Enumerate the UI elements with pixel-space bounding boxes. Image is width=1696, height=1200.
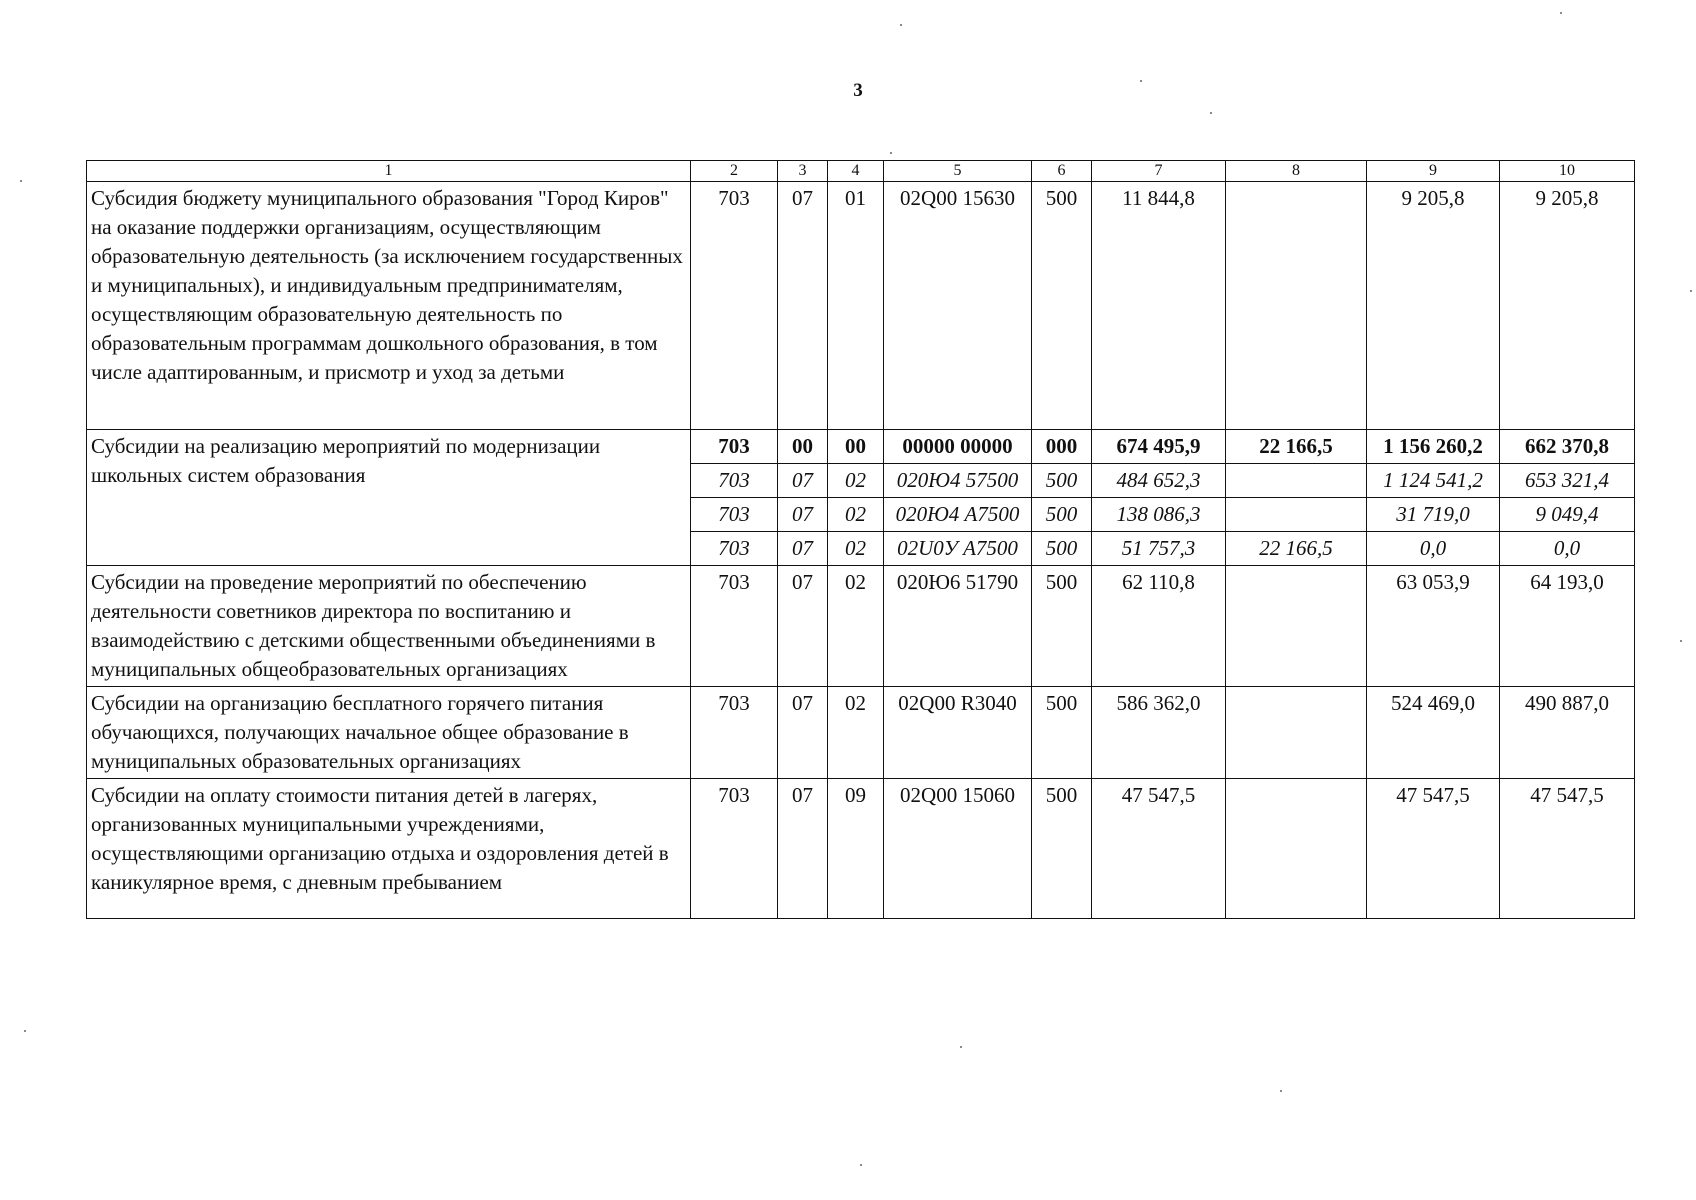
table-cell: 07 <box>778 464 828 498</box>
scan-speck <box>1560 12 1562 14</box>
table-cell: 703 <box>691 687 778 779</box>
column-header: 9 <box>1367 161 1500 182</box>
scan-speck <box>1140 80 1142 82</box>
table-cell: 500 <box>1032 566 1092 687</box>
table-cell: 01 <box>828 182 884 430</box>
table-cell: 02 <box>828 687 884 779</box>
table-cell: 1 156 260,2 <box>1367 430 1500 464</box>
table-cell: 500 <box>1032 687 1092 779</box>
table-cell <box>1226 687 1367 779</box>
scan-speck <box>960 1046 962 1048</box>
table-cell: 500 <box>1032 464 1092 498</box>
table-cell: 500 <box>1032 779 1092 919</box>
table-cell: 07 <box>778 779 828 919</box>
table-cell: 02Q00 R3040 <box>884 687 1032 779</box>
table-cell: 47 547,5 <box>1500 779 1635 919</box>
table-cell: 500 <box>1032 182 1092 430</box>
scan-speck <box>890 152 892 154</box>
table-cell: 09 <box>828 779 884 919</box>
table-cell: 703 <box>691 779 778 919</box>
table-cell: 020Ю4 57500 <box>884 464 1032 498</box>
column-header: 4 <box>828 161 884 182</box>
table-cell: 02 <box>828 498 884 532</box>
table-cell: 020Ю4 А7500 <box>884 498 1032 532</box>
table-cell: 703 <box>691 532 778 566</box>
page-number: 3 <box>853 80 863 101</box>
table-cell: 9 049,4 <box>1500 498 1635 532</box>
table-cell: 02 <box>828 464 884 498</box>
table-cell: 0,0 <box>1367 532 1500 566</box>
column-header: 3 <box>778 161 828 182</box>
table-cell: 51 757,3 <box>1092 532 1226 566</box>
table-cell: 703 <box>691 430 778 464</box>
table-cell: 000 <box>1032 430 1092 464</box>
table-cell: 02Q00 15630 <box>884 182 1032 430</box>
table-cell: 662 370,8 <box>1500 430 1635 464</box>
table-cell: 0,0 <box>1500 532 1635 566</box>
scan-speck <box>1690 290 1692 292</box>
row-description: Субсидии на организацию бесплатного горячего питания обучающихся, получающих начальное общее образование в муниципальных образовательных организациях <box>87 687 691 779</box>
scan-speck <box>1210 112 1212 114</box>
table-cell: 703 <box>691 498 778 532</box>
scan-speck <box>24 1030 26 1032</box>
table-cell: 64 193,0 <box>1500 566 1635 687</box>
table-cell: 484 652,3 <box>1092 464 1226 498</box>
table-cell: 00 <box>778 430 828 464</box>
table-cell: 674 495,9 <box>1092 430 1226 464</box>
column-number-row <box>87 161 1635 182</box>
row-description: Субсидии на оплату стоимости питания детей в лагерях, организованных муниципальными учреждениями, осуществляющими организацию отдыха и оздоровления детей в каникулярное время, с дневным пребыванием <box>87 779 691 919</box>
column-header: 1 <box>87 161 691 182</box>
table-cell: 00 <box>828 430 884 464</box>
table-cell: 11 844,8 <box>1092 182 1226 430</box>
table-cell: 524 469,0 <box>1367 687 1500 779</box>
table-cell: 653 321,4 <box>1500 464 1635 498</box>
scan-speck <box>900 24 902 26</box>
table-cell: 703 <box>691 464 778 498</box>
budget-table <box>86 160 1635 919</box>
table-cell: 500 <box>1032 498 1092 532</box>
table-cell: 02 <box>828 532 884 566</box>
table-cell: 63 053,9 <box>1367 566 1500 687</box>
table-cell: 31 719,0 <box>1367 498 1500 532</box>
table-cell <box>1226 498 1367 532</box>
scan-speck <box>1680 640 1682 642</box>
table-cell: 9 205,8 <box>1367 182 1500 430</box>
row-description: Субсидии на проведение мероприятий по обеспечению деятельности советников директора по воспитанию и взаимодействию с детскими общественными объединениями в муниципальных общеобразовательных организациях <box>87 566 691 687</box>
table-row <box>87 182 1635 430</box>
column-header: 8 <box>1226 161 1367 182</box>
table-cell: 07 <box>778 566 828 687</box>
table-cell: 22 166,5 <box>1226 430 1367 464</box>
table-cell <box>1226 464 1367 498</box>
table-cell: 22 166,5 <box>1226 532 1367 566</box>
table-cell: 62 110,8 <box>1092 566 1226 687</box>
column-header: 5 <box>884 161 1032 182</box>
table-cell <box>1226 182 1367 430</box>
table-cell: 00000 00000 <box>884 430 1032 464</box>
table-cell <box>1226 566 1367 687</box>
table-cell: 020Ю6 51790 <box>884 566 1032 687</box>
table-row <box>87 566 1635 687</box>
column-header: 7 <box>1092 161 1226 182</box>
table-cell: 586 362,0 <box>1092 687 1226 779</box>
table-cell: 07 <box>778 182 828 430</box>
table-cell: 47 547,5 <box>1092 779 1226 919</box>
table-cell: 07 <box>778 532 828 566</box>
row-description: Субсидия бюджету муниципального образования "Город Киров" на оказание поддержки организациям, осуществляющим образовательную деятельность (за исключением государственных и муниципальных), и индивидуальным предпринимателям, осуществляющим образовательную деятельность по образовательным программам дошкольного образования, в том числе адаптированным, и присмотр и уход за детьми <box>87 182 691 430</box>
table-cell: 9 205,8 <box>1500 182 1635 430</box>
table-cell: 02 <box>828 566 884 687</box>
table-cell: 07 <box>778 498 828 532</box>
table-row <box>87 779 1635 919</box>
row-description: Субсидии на реализацию мероприятий по модернизации школьных систем образования <box>87 430 691 566</box>
table-cell: 47 547,5 <box>1367 779 1500 919</box>
table-cell: 07 <box>778 687 828 779</box>
table-row-total <box>87 430 1635 464</box>
column-header: 6 <box>1032 161 1092 182</box>
table-cell: 1 124 541,2 <box>1367 464 1500 498</box>
column-header: 10 <box>1500 161 1635 182</box>
scan-speck <box>860 1164 862 1166</box>
column-header: 2 <box>691 161 778 182</box>
table-cell: 138 086,3 <box>1092 498 1226 532</box>
table-row <box>87 687 1635 779</box>
table-cell: 703 <box>691 566 778 687</box>
scan-speck <box>1280 1090 1282 1092</box>
scan-speck <box>20 180 22 182</box>
table-cell: 500 <box>1032 532 1092 566</box>
table-cell: 490 887,0 <box>1500 687 1635 779</box>
table-cell: 02U0У А7500 <box>884 532 1032 566</box>
table-cell: 703 <box>691 182 778 430</box>
table-cell: 02Q00 15060 <box>884 779 1032 919</box>
table-cell <box>1226 779 1367 919</box>
